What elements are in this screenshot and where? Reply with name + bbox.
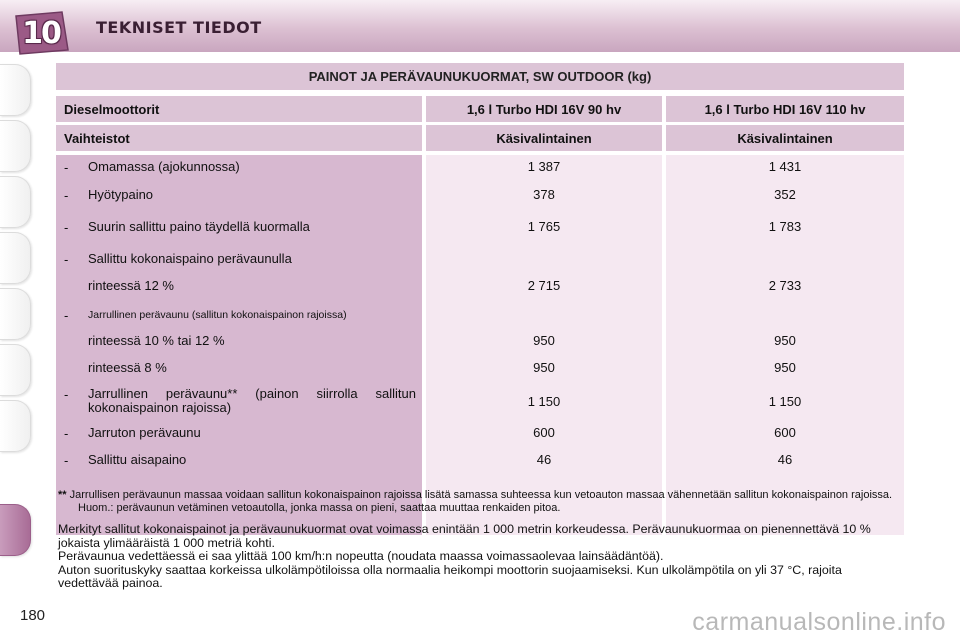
row-value-2: 1 150 (768, 394, 802, 409)
row-label: Suurin sallittu paino täydellä kuormalla (88, 219, 310, 234)
row-value-1: 46 (536, 452, 552, 467)
row-label: rinteessä 12 % (88, 278, 174, 293)
row-value-2: 1 783 (768, 219, 802, 234)
row-dash: - (64, 387, 69, 402)
row-value-1: 1 387 (527, 159, 561, 174)
gearbox-2: Käsivalintainen (666, 125, 904, 151)
notes (58, 523, 904, 591)
table-row (56, 308, 904, 323)
table-row (56, 334, 904, 348)
table-row (56, 279, 904, 293)
row-label: Jarruton perävaunu (88, 425, 201, 440)
table-row (56, 453, 904, 468)
footnote-mark: ** (58, 489, 67, 501)
side-tab-1[interactable] (0, 64, 31, 116)
footnote (58, 489, 904, 515)
row-value-2: 352 (774, 187, 796, 202)
row-value-2: 2 733 (768, 278, 802, 293)
engine-2: 1,6 l Turbo HDI 16V 110 hv (666, 96, 904, 122)
note-speed: Perävaunua vedettäessä ei saa ylittää 100 km/h:n nopeutta (noudata maassa voimassaolevaa lainsäädäntöä). (58, 549, 664, 564)
gearbox-header-row (56, 125, 904, 151)
row-value-1: 1 765 (527, 219, 561, 234)
row-value-2: 46 (777, 452, 793, 467)
table-row (56, 220, 904, 235)
row-label: Omamassa (ajokunnossa) (88, 159, 240, 174)
table-row (56, 361, 904, 375)
engine-header-row (56, 96, 904, 122)
row-dash: - (64, 188, 69, 203)
footnote-text: Jarrullisen perävaunun massaa voidaan sallitun kokonaispainon rajoissa lisätä samassa suhteessa kun vetoauton massaa vähennetään sallitun kokonaispainon rajoissa. Huom.: perävaunun vetäminen vetoautolla, jonka massa on pieni, saattaa muuttaa renkaiden pitoa. (69, 489, 893, 514)
side-tab-active[interactable] (0, 504, 31, 556)
note-altitude: Merkityt sallitut kokonaispainot ja perävaunukuormat ovat voimassa enintään 1 000 metrin korkeudessa. Perävaunukuormaa on pienennettävä 10 % jokaista ylimääräistä 1 000 metriä kohti. (58, 522, 871, 550)
row-dash: - (64, 160, 69, 175)
row-value-1: 378 (533, 187, 555, 202)
row-label: rinteessä 8 % (88, 360, 167, 375)
row-dash: - (64, 308, 69, 323)
side-tab-6[interactable] (0, 344, 31, 396)
chapter-number: 10 (22, 15, 60, 51)
side-tab-5[interactable] (0, 288, 31, 340)
page-title: TEKNISET TIEDOT (96, 18, 262, 37)
side-tab-2[interactable] (0, 120, 31, 172)
watermark: carmanualsonline.info (692, 608, 946, 636)
row-value-1: 600 (533, 425, 555, 440)
table-title: PAINOT JA PERÄVAUNUKUORMAT, SW OUTDOOR (kg) (56, 63, 904, 90)
row-value-2: 1 431 (768, 159, 802, 174)
gearbox-1: Käsivalintainen (426, 125, 662, 151)
row-value-1: 1 150 (527, 394, 561, 409)
row-label: Sallittu kokonaispaino perävaunulla (88, 251, 292, 266)
engine-1: 1,6 l Turbo HDI 16V 90 hv (426, 96, 662, 122)
row-value-1: 2 715 (527, 278, 561, 293)
row-value-1: 950 (533, 360, 555, 375)
side-tab-4[interactable] (0, 232, 31, 284)
row-value-1: 950 (533, 333, 555, 348)
side-tab-7[interactable] (0, 400, 31, 452)
row-label: Hyötypaino (88, 187, 154, 202)
row-label: Jarrullinen perävaunu** (painon siirrolla sallitun kokonaispainon rajoissa) (88, 386, 416, 415)
row-value-2: 600 (774, 425, 796, 440)
table-row (56, 188, 904, 203)
row-value-2: 950 (774, 360, 796, 375)
row-label: rinteessä 10 % tai 12 % (88, 333, 225, 348)
note-temperature: Auton suorituskyky saattaa korkeissa ulkolämpötiloissa olla normaalia heikompi moottorin suojaamiseksi. Kun ulkolämpötila on yli 37 °C, rajoita vedettävää painoa. (58, 562, 842, 591)
table-title-row (56, 63, 904, 90)
table-row (56, 160, 904, 175)
table-row (56, 252, 904, 267)
row-label: Sallittu aisapaino (88, 452, 187, 467)
engine-label: Dieselmoottorit (56, 96, 422, 122)
page-number: 180 (20, 607, 46, 624)
row-dash: - (64, 220, 69, 235)
table-row (56, 426, 904, 441)
row-label: Jarrullinen perävaunu (sallitun kokonaispainon rajoissa) (88, 309, 347, 321)
table-row (56, 387, 904, 417)
row-dash: - (64, 453, 69, 468)
row-value-2: 950 (774, 333, 796, 348)
gearbox-label: Vaihteistot (56, 125, 422, 151)
row-dash: - (64, 426, 69, 441)
side-tab-3[interactable] (0, 176, 31, 228)
row-dash: - (64, 252, 69, 267)
